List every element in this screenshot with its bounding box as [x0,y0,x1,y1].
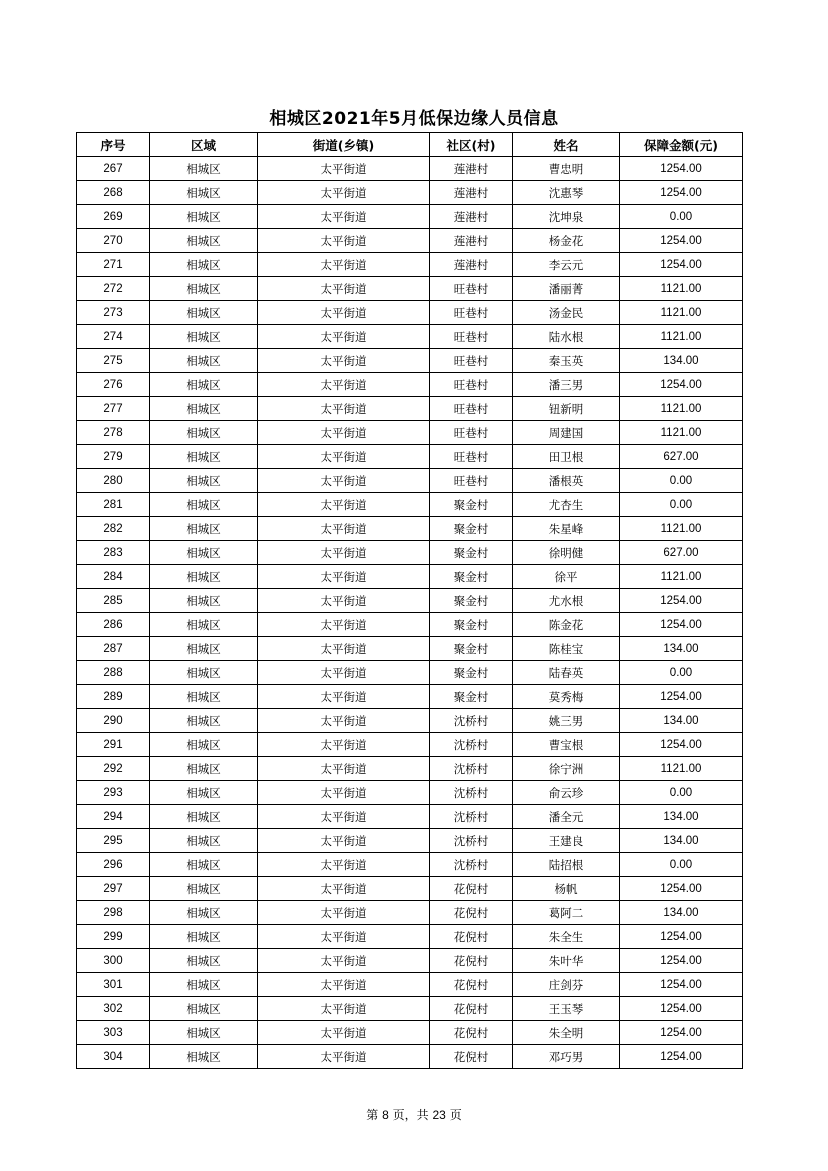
table-row [77,493,743,517]
cell-community: 旺巷村 [430,301,513,325]
cell-street: 太平街道 [258,349,430,373]
cell-name: 沈惠琴 [513,181,620,205]
cell-street: 太平街道 [258,181,430,205]
cell-street: 太平街道 [258,277,430,301]
cell-name: 沈坤泉 [513,205,620,229]
cell-index: 295 [77,829,150,853]
cell-amount: 134.00 [620,349,743,373]
table-row [77,589,743,613]
cell-community: 旺巷村 [430,373,513,397]
cell-amount: 627.00 [620,541,743,565]
cell-community: 旺巷村 [430,277,513,301]
cell-name: 徐平 [513,565,620,589]
cell-street: 太平街道 [258,493,430,517]
cell-index: 286 [77,613,150,637]
cell-community: 沈桥村 [430,709,513,733]
cell-community: 花倪村 [430,1021,513,1045]
cell-street: 太平街道 [258,517,430,541]
cell-street: 太平街道 [258,637,430,661]
table-row [77,277,743,301]
cell-street: 太平街道 [258,829,430,853]
cell-amount: 1254.00 [620,1045,743,1069]
cell-community: 旺巷村 [430,445,513,469]
cell-district: 相城区 [150,949,258,973]
cell-street: 太平街道 [258,781,430,805]
cell-name: 邓巧男 [513,1045,620,1069]
cell-street: 太平街道 [258,757,430,781]
cell-district: 相城区 [150,853,258,877]
cell-amount: 1121.00 [620,565,743,589]
cell-amount: 1121.00 [620,421,743,445]
table-row [77,829,743,853]
footer-suffix: 页 [449,1108,462,1122]
cell-street: 太平街道 [258,709,430,733]
cell-street: 太平街道 [258,205,430,229]
cell-amount: 1254.00 [620,1021,743,1045]
cell-name: 杨帆 [513,877,620,901]
cell-name: 陈金花 [513,613,620,637]
page-title: 相城区2021年5月低保边缘人员信息 [269,109,559,129]
cell-community: 旺巷村 [430,469,513,493]
cell-index: 276 [77,373,150,397]
cell-street: 太平街道 [258,949,430,973]
column-header-amount: 保障金额(元) [620,133,743,157]
cell-amount: 134.00 [620,829,743,853]
footer-total-pages: 23 [432,1108,446,1122]
cell-community: 旺巷村 [430,325,513,349]
cell-index: 300 [77,949,150,973]
cell-district: 相城区 [150,877,258,901]
table-row [77,661,743,685]
table-row [77,925,743,949]
cell-name: 陆春英 [513,661,620,685]
table-row [77,949,743,973]
cell-amount: 1121.00 [620,301,743,325]
table-row [77,205,743,229]
cell-index: 298 [77,901,150,925]
cell-index: 274 [77,325,150,349]
column-header-street: 街道(乡镇) [258,133,430,157]
cell-amount: 0.00 [620,853,743,877]
cell-index: 272 [77,277,150,301]
table-row [77,517,743,541]
table-row [77,349,743,373]
table-row [77,397,743,421]
cell-index: 296 [77,853,150,877]
cell-index: 301 [77,973,150,997]
cell-index: 279 [77,445,150,469]
cell-district: 相城区 [150,613,258,637]
cell-amount: 1254.00 [620,925,743,949]
cell-district: 相城区 [150,373,258,397]
cell-index: 284 [77,565,150,589]
cell-community: 旺巷村 [430,421,513,445]
cell-amount: 1254.00 [620,373,743,397]
cell-index: 292 [77,757,150,781]
cell-name: 朱叶华 [513,949,620,973]
cell-index: 283 [77,541,150,565]
cell-amount: 134.00 [620,901,743,925]
cell-name: 陈桂宝 [513,637,620,661]
cell-street: 太平街道 [258,853,430,877]
cell-index: 291 [77,733,150,757]
table-row [77,421,743,445]
cell-name: 尤水根 [513,589,620,613]
cell-name: 曹忠明 [513,157,620,181]
cell-community: 聚金村 [430,541,513,565]
footer-prefix: 第 [366,1108,379,1122]
cell-community: 莲港村 [430,157,513,181]
cell-community: 旺巷村 [430,397,513,421]
cell-name: 葛阿二 [513,901,620,925]
cell-district: 相城区 [150,349,258,373]
table-row [77,301,743,325]
cell-district: 相城区 [150,685,258,709]
cell-community: 莲港村 [430,229,513,253]
cell-district: 相城区 [150,901,258,925]
cell-amount: 627.00 [620,445,743,469]
cell-street: 太平街道 [258,877,430,901]
cell-name: 徐明健 [513,541,620,565]
cell-name: 朱全明 [513,1021,620,1045]
table-row [77,997,743,1021]
cell-name: 曹宝根 [513,733,620,757]
cell-index: 294 [77,805,150,829]
cell-name: 王玉琴 [513,997,620,1021]
cell-amount: 0.00 [620,205,743,229]
cell-amount: 1121.00 [620,277,743,301]
cell-index: 299 [77,925,150,949]
table-row [77,1045,743,1069]
column-header-district: 区域 [150,133,258,157]
cell-amount: 1121.00 [620,517,743,541]
table-row [77,325,743,349]
cell-amount: 0.00 [620,469,743,493]
cell-amount: 134.00 [620,709,743,733]
cell-community: 沈桥村 [430,757,513,781]
cell-street: 太平街道 [258,397,430,421]
table-header-row [77,133,743,157]
cell-community: 聚金村 [430,565,513,589]
cell-district: 相城区 [150,733,258,757]
cell-name: 姚三男 [513,709,620,733]
cell-name: 庄剑芬 [513,973,620,997]
cell-index: 273 [77,301,150,325]
cell-name: 尤杏生 [513,493,620,517]
cell-name: 杨金花 [513,229,620,253]
cell-index: 270 [77,229,150,253]
cell-street: 太平街道 [258,229,430,253]
table-row [77,157,743,181]
cell-amount: 1254.00 [620,181,743,205]
cell-district: 相城区 [150,157,258,181]
cell-name: 汤金民 [513,301,620,325]
cell-index: 297 [77,877,150,901]
table-row [77,637,743,661]
cell-amount: 1254.00 [620,157,743,181]
cell-amount: 1254.00 [620,613,743,637]
cell-district: 相城区 [150,805,258,829]
cell-community: 聚金村 [430,661,513,685]
cell-amount: 1254.00 [620,589,743,613]
cell-community: 沈桥村 [430,733,513,757]
cell-street: 太平街道 [258,589,430,613]
cell-community: 聚金村 [430,685,513,709]
cell-district: 相城区 [150,997,258,1021]
cell-name: 田卫根 [513,445,620,469]
cell-amount: 134.00 [620,637,743,661]
table-row [77,613,743,637]
cell-district: 相城区 [150,637,258,661]
table-row [77,469,743,493]
cell-street: 太平街道 [258,997,430,1021]
cell-street: 太平街道 [258,541,430,565]
cell-community: 花倪村 [430,949,513,973]
cell-district: 相城区 [150,421,258,445]
cell-amount: 0.00 [620,493,743,517]
table-row [77,373,743,397]
table-row [77,901,743,925]
cell-name: 陆水根 [513,325,620,349]
cell-community: 莲港村 [430,205,513,229]
cell-community: 莲港村 [430,181,513,205]
cell-street: 太平街道 [258,325,430,349]
cell-amount: 1254.00 [620,997,743,1021]
cell-street: 太平街道 [258,445,430,469]
cell-street: 太平街道 [258,733,430,757]
data-table [76,132,743,1069]
column-header-community: 社区(村) [430,133,513,157]
cell-community: 花倪村 [430,925,513,949]
cell-amount: 1254.00 [620,877,743,901]
cell-index: 281 [77,493,150,517]
table-row [77,757,743,781]
cell-community: 聚金村 [430,493,513,517]
cell-name: 陆招根 [513,853,620,877]
cell-district: 相城区 [150,709,258,733]
cell-community: 聚金村 [430,613,513,637]
footer-page-number: 8 [382,1108,389,1122]
cell-name: 潘三男 [513,373,620,397]
page-footer [0,1106,828,1123]
cell-district: 相城区 [150,781,258,805]
cell-name: 秦玉英 [513,349,620,373]
cell-amount: 0.00 [620,661,743,685]
cell-amount: 1254.00 [620,229,743,253]
cell-street: 太平街道 [258,301,430,325]
cell-district: 相城区 [150,661,258,685]
cell-community: 沈桥村 [430,853,513,877]
cell-district: 相城区 [150,181,258,205]
table-row [77,781,743,805]
cell-index: 289 [77,685,150,709]
cell-name: 朱星峰 [513,517,620,541]
cell-street: 太平街道 [258,685,430,709]
cell-community: 聚金村 [430,589,513,613]
cell-community: 花倪村 [430,1045,513,1069]
cell-district: 相城区 [150,277,258,301]
cell-amount: 1254.00 [620,973,743,997]
cell-name: 朱全生 [513,925,620,949]
cell-amount: 1254.00 [620,253,743,277]
cell-street: 太平街道 [258,157,430,181]
cell-district: 相城区 [150,973,258,997]
table-row [77,565,743,589]
cell-street: 太平街道 [258,421,430,445]
cell-street: 太平街道 [258,1021,430,1045]
cell-street: 太平街道 [258,253,430,277]
cell-district: 相城区 [150,397,258,421]
cell-district: 相城区 [150,301,258,325]
cell-index: 277 [77,397,150,421]
cell-index: 304 [77,1045,150,1069]
cell-street: 太平街道 [258,1045,430,1069]
cell-district: 相城区 [150,229,258,253]
table-row [77,229,743,253]
table-row [77,253,743,277]
table-row [77,1021,743,1045]
cell-name: 王建良 [513,829,620,853]
cell-community: 莲港村 [430,253,513,277]
cell-index: 280 [77,469,150,493]
cell-district: 相城区 [150,589,258,613]
cell-amount: 1254.00 [620,949,743,973]
cell-community: 旺巷村 [430,349,513,373]
cell-community: 花倪村 [430,997,513,1021]
cell-district: 相城区 [150,517,258,541]
cell-community: 聚金村 [430,637,513,661]
cell-index: 268 [77,181,150,205]
cell-name: 潘根英 [513,469,620,493]
table-row [77,733,743,757]
cell-district: 相城区 [150,565,258,589]
cell-name: 周建国 [513,421,620,445]
table-row [77,685,743,709]
cell-district: 相城区 [150,757,258,781]
column-header-name: 姓名 [513,133,620,157]
table-row [77,877,743,901]
cell-district: 相城区 [150,325,258,349]
cell-index: 269 [77,205,150,229]
cell-amount: 1121.00 [620,325,743,349]
cell-index: 303 [77,1021,150,1045]
cell-amount: 0.00 [620,781,743,805]
cell-district: 相城区 [150,1045,258,1069]
cell-street: 太平街道 [258,373,430,397]
cell-index: 267 [77,157,150,181]
cell-community: 沈桥村 [430,829,513,853]
cell-index: 287 [77,637,150,661]
cell-district: 相城区 [150,469,258,493]
cell-community: 花倪村 [430,877,513,901]
cell-name: 莫秀梅 [513,685,620,709]
cell-amount: 1121.00 [620,397,743,421]
table-body [77,157,743,1069]
column-header-index: 序号 [77,133,150,157]
cell-street: 太平街道 [258,901,430,925]
cell-community: 沈桥村 [430,805,513,829]
table-row [77,973,743,997]
cell-community: 花倪村 [430,901,513,925]
cell-community: 沈桥村 [430,781,513,805]
cell-district: 相城区 [150,925,258,949]
table-row [77,181,743,205]
cell-amount: 134.00 [620,805,743,829]
cell-street: 太平街道 [258,469,430,493]
cell-street: 太平街道 [258,613,430,637]
table-row [77,445,743,469]
cell-index: 278 [77,421,150,445]
cell-amount: 1254.00 [620,733,743,757]
cell-name: 潘全元 [513,805,620,829]
cell-district: 相城区 [150,445,258,469]
cell-street: 太平街道 [258,565,430,589]
cell-community: 聚金村 [430,517,513,541]
cell-name: 李云元 [513,253,620,277]
cell-index: 271 [77,253,150,277]
cell-street: 太平街道 [258,805,430,829]
cell-community: 花倪村 [430,973,513,997]
cell-index: 290 [77,709,150,733]
table-row [77,709,743,733]
cell-index: 288 [77,661,150,685]
cell-street: 太平街道 [258,925,430,949]
cell-index: 282 [77,517,150,541]
table-row [77,853,743,877]
cell-district: 相城区 [150,205,258,229]
cell-name: 钮新明 [513,397,620,421]
footer-middle: 页，共 [392,1108,429,1122]
table-row [77,805,743,829]
cell-street: 太平街道 [258,973,430,997]
cell-amount: 1254.00 [620,685,743,709]
cell-index: 285 [77,589,150,613]
cell-district: 相城区 [150,253,258,277]
cell-street: 太平街道 [258,661,430,685]
cell-name: 徐宁洲 [513,757,620,781]
cell-district: 相城区 [150,829,258,853]
cell-name: 俞云珍 [513,781,620,805]
cell-district: 相城区 [150,1021,258,1045]
cell-index: 302 [77,997,150,1021]
cell-name: 潘丽菁 [513,277,620,301]
table-row [77,541,743,565]
cell-district: 相城区 [150,493,258,517]
cell-index: 293 [77,781,150,805]
cell-district: 相城区 [150,541,258,565]
cell-amount: 1121.00 [620,757,743,781]
cell-index: 275 [77,349,150,373]
